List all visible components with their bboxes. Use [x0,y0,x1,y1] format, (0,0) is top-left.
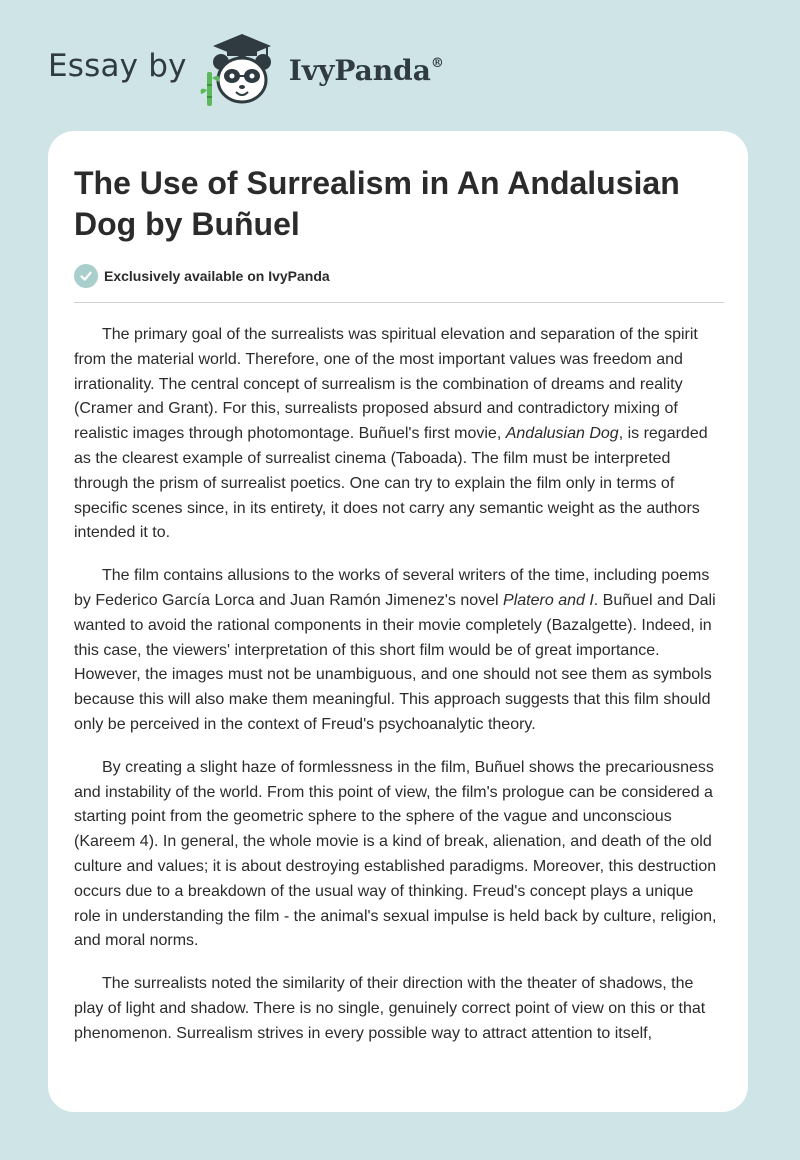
checkmark-icon [74,264,98,288]
site-header [48,32,444,112]
exclusive-badge [74,264,330,288]
divider [74,302,724,303]
novel-title-italic: Platero and I [503,591,594,609]
essay-card [48,131,748,1112]
essay-by-label: Essay by [48,48,187,84]
essay-title: The Use of Surrealism in An Andalusian Dog by Buñuel [74,165,680,242]
paragraph-4: The surrealists noted the similarity of their direction with the theater of shadows, the play of light and shadow. There is no single, genuinely correct point of view on this or that phenomenon. Surrealism strives in every possible way to attract attention to itself, [74,975,706,1042]
badge-text: Exclusively available on IvyPanda [104,268,330,284]
brand-name: IvyPanda® [288,53,444,87]
panda-mascot-icon [199,32,285,112]
film-title-italic: Andalusian Dog [505,425,619,443]
paragraph-1: The primary goal of the surrealists was spiritual elevation and separation of the spirit from the material world. Therefore, one of the most important values was freedom and irrationality. The central concept of surrealism is the combination of dreams and reality (Cramer and Grant). For this, surrealists proposed absurd and contradictory mixing of realistic images through photomontage. Buñuel's first movie, Andalusian Dog, is regarded as the clearest example of surrealist cinema (Taboada). The film must be interpreted through the prism of surrealist poetics. One can try to explain the film only in terms of specific scenes since, in its entirety, it does not carry any semantic weight as the authors intended it to. [74,326,708,542]
paragraph-3: By creating a slight haze of formlessness in the film, Buñuel shows the precariousness and instability of the world. From this point of view, the film's prologue can be considered a starting point from the geometric sphere to the sphere of the vague and unconscious (Kareem 4). In general, the whole movie is a kind of break, alienation, and death of the old culture and values; it is about destroying established paradigms. Moreover, this destruction occurs due to a breakdown of the usual way of thinking. Freud's concept plays a unique role in understanding the film - the animal's sexual impulse is held back by culture, religion, and moral norms. [74,758,717,950]
registered-mark: ® [430,56,444,72]
ivypanda-logo[interactable] [199,32,444,112]
paragraph-2: The film contains allusions to the works of several writers of the time, including poems by Federico García Lorca and Juan Ramón Jimenez's novel Platero and I. Buñuel and Dali wanted to avoid the rational components in their movie completely (Bazalgette). Indeed, in this case, the viewers' interpretation of this short film would be of great importance. However, the images must not be unambiguous, and one should not see them as symbols because this will also make them meaningful. This approach suggests that this film should only be perceived in the context of Freud's psychoanalytic theory. [74,567,716,733]
essay-body [74,323,724,1065]
